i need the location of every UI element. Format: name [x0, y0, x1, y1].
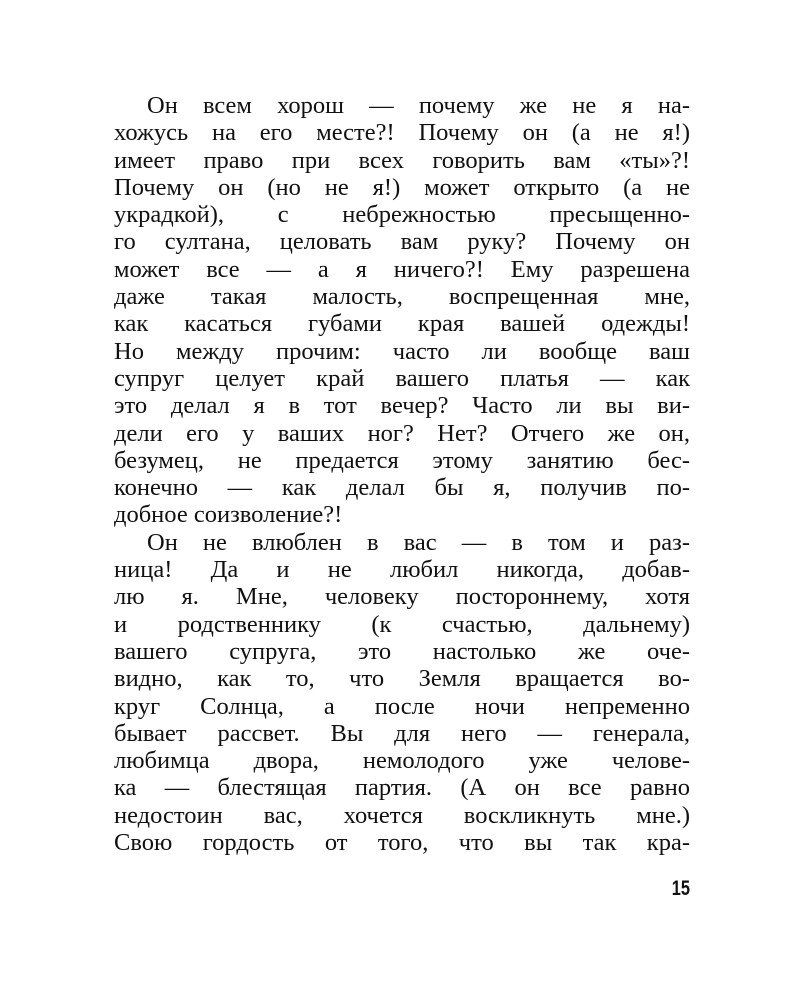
text-line: и родственнику (к счастью, дальнему): [114, 610, 690, 638]
page-text: [114, 92, 690, 856]
text-line: это делал я в тот вечер? Часто ли вы ви-: [114, 392, 690, 420]
text-line: ка — блестящая партия. (А он все равно: [114, 774, 690, 802]
text-line: Он не влюблен в вас — в том и раз-: [147, 528, 690, 556]
text-line: го султана, целовать вам руку? Почему он: [114, 228, 690, 256]
text-line: имеет право при всех говорить вам «ты»?!: [114, 146, 690, 174]
text-line: Он всем хорош — почему же не я на-: [147, 92, 690, 119]
text-line: вашего супруга, это настолько же оче-: [114, 637, 690, 665]
text-line: может все — а я ничего?! Ему разрешена: [114, 255, 690, 283]
text-line: любимца двора, немолодого уже челове-: [114, 747, 690, 775]
text-line: видно, как то, что Земля вращается во-: [114, 665, 690, 693]
text-line: Почему он (но не я!) может открыто (а не: [114, 173, 690, 201]
text-line: лю я. Мне, человеку постороннему, хотя: [114, 583, 690, 611]
text-line: безумец, не предается этому занятию бес-: [114, 446, 690, 474]
text-line: даже такая малость, воспрещенная мне,: [114, 283, 690, 311]
text-line: украдкой), с небрежностью пресыщенно-: [114, 201, 690, 229]
text-line: Но между прочим: часто ли вообще ваш: [114, 337, 690, 365]
text-line: Свою гордость от того, что вы так кра-: [114, 829, 690, 857]
text-line: конечно — как делал бы я, получив по-: [114, 474, 690, 502]
text-line: добное соизволение?!: [114, 501, 343, 529]
text-line: недостоин вас, хочется воскликнуть мне.): [114, 801, 690, 829]
text-line: супруг целует край вашего платья — как: [114, 364, 690, 392]
text-line: круг Солнца, а после ночи непременно: [114, 692, 690, 720]
text-line: дели его у ваших ног? Нет? Отчего же он,: [114, 419, 690, 447]
text-line: хожусь на его месте?! Почему он (а не я!): [114, 119, 690, 147]
text-line: бывает рассвет. Вы для него — генерала,: [114, 719, 690, 747]
text-line: как касаться губами края вашей одежды!: [114, 310, 690, 338]
page-number: 15: [671, 877, 690, 900]
text-line: ница! Да и не любил никогда, добав-: [114, 556, 690, 584]
